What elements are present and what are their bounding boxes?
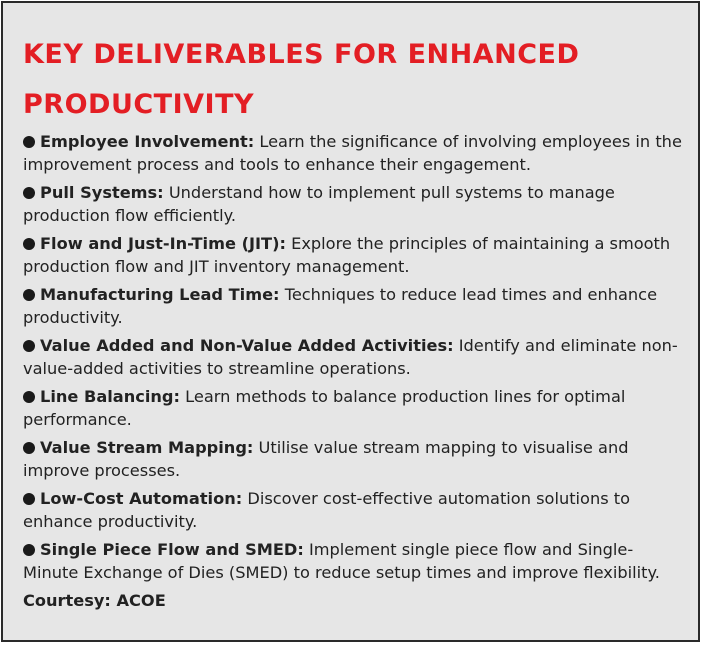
bullet-icon xyxy=(23,340,35,352)
bullet-icon xyxy=(23,493,35,505)
list-item xyxy=(23,232,686,278)
item-text: Learn the significance of involving employees in the improvement process and tools to enhance their engagement. xyxy=(23,132,682,174)
bullet-icon xyxy=(23,136,35,148)
bullet-icon xyxy=(23,187,35,199)
title-line-2: PRODUCTIVITY xyxy=(23,89,255,120)
item-term: Single Piece Flow and SMED: xyxy=(40,540,304,559)
box-title xyxy=(23,30,686,130)
item-text: Understand how to implement pull systems to manage production flow efficiently. xyxy=(23,183,615,225)
bullet-icon xyxy=(23,391,35,403)
bullet-icon xyxy=(23,544,35,556)
item-term: Low-Cost Automation: xyxy=(40,489,243,508)
bullet-icon xyxy=(23,289,35,301)
courtesy-credit: Courtesy: ACOE xyxy=(23,591,166,610)
item-text: Utilise value stream mapping to visualise and improve processes. xyxy=(23,438,629,480)
item-text: Techniques to reduce lead times and enhance productivity. xyxy=(23,285,658,327)
item-term: Manufacturing Lead Time: xyxy=(40,285,280,304)
bullet-icon xyxy=(23,442,35,454)
deliverables-box xyxy=(1,1,700,642)
list-item xyxy=(23,487,686,533)
list-item xyxy=(23,181,686,227)
item-text: Implement single piece flow and Single-Minute Exchange of Dies (SMED) to reduce setup times and improve flexibility. xyxy=(23,540,660,582)
list-item xyxy=(23,385,686,431)
item-term: Flow and Just-In-Time (JIT): xyxy=(40,234,286,253)
deliverables-list xyxy=(23,130,686,584)
list-item xyxy=(23,283,686,329)
item-text: Identify and eliminate non-value-added activities to streamline operations. xyxy=(23,336,678,378)
list-item xyxy=(23,436,686,482)
item-term: Pull Systems: xyxy=(40,183,164,202)
item-term: Employee Involvement: xyxy=(40,132,255,151)
item-text: Explore the principles of maintaining a smooth production flow and JIT inventory management. xyxy=(23,234,671,276)
item-term: Line Balancing: xyxy=(40,387,180,406)
item-text: Discover cost-effective automation solutions to enhance productivity. xyxy=(23,489,631,531)
list-item xyxy=(23,130,686,176)
item-term: Value Stream Mapping: xyxy=(40,438,254,457)
title-line-1: KEY DELIVERABLES FOR ENHANCED xyxy=(23,39,580,70)
list-item xyxy=(23,334,686,380)
bullet-icon xyxy=(23,238,35,250)
item-text: Learn methods to balance production lines for optimal performance. xyxy=(23,387,626,429)
list-item xyxy=(23,538,686,584)
item-term: Value Added and Non-Value Added Activities: xyxy=(40,336,454,355)
